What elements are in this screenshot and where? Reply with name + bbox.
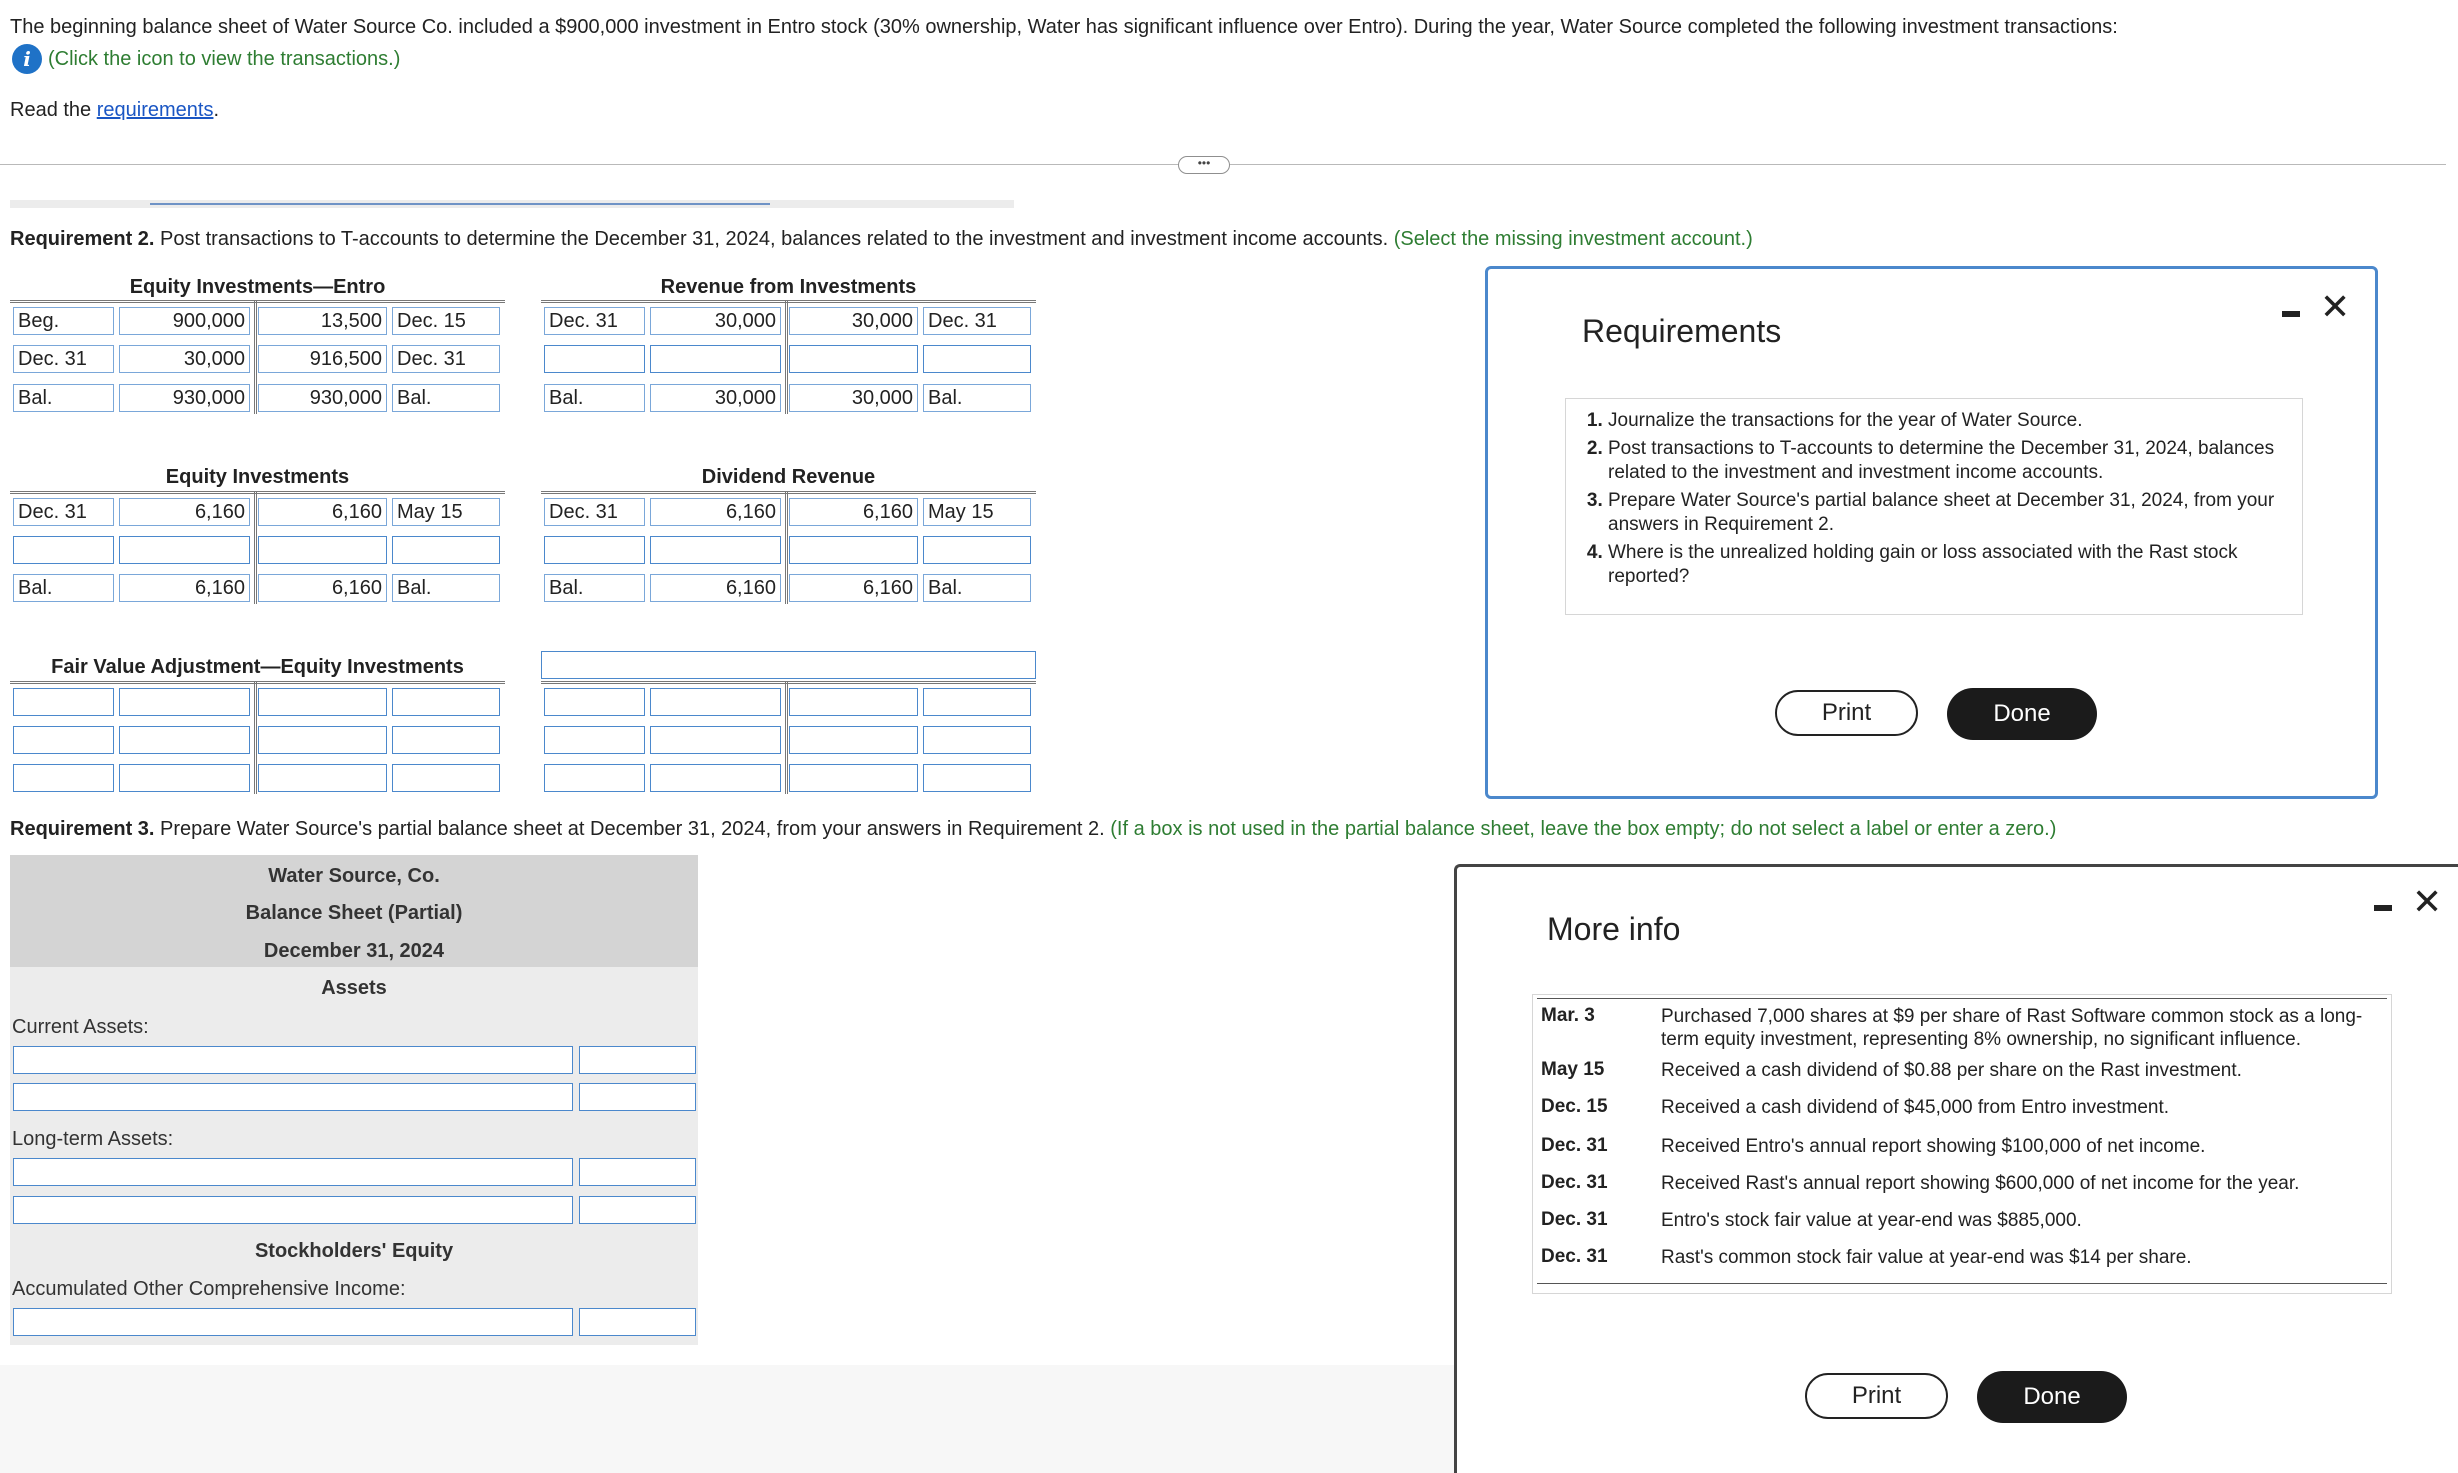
taccount-date-cell[interactable] (544, 345, 645, 373)
minimize-icon[interactable] (2374, 905, 2392, 911)
taccount-date-cell[interactable]: May 15 (923, 498, 1031, 526)
taccount-amount-cell[interactable]: 30,000 (789, 307, 918, 335)
bs-title: Balance Sheet (Partial) (245, 902, 463, 924)
taccount-amount-cell[interactable] (119, 688, 250, 716)
bs-equity-header: Stockholders' Equity (254, 1240, 454, 1262)
info-icon[interactable]: i (12, 44, 42, 74)
taccount-top-rule (541, 300, 1036, 303)
taccount-top-rule (10, 491, 505, 494)
print-button[interactable]: Print (1805, 1373, 1948, 1419)
taccount-date-cell[interactable]: Bal. (923, 574, 1031, 602)
taccount-title-equity-entro: Equity Investments—Entro (129, 276, 386, 298)
taccount-date-cell[interactable]: Dec. 31 (392, 345, 500, 373)
taccount-amount-cell[interactable]: 6,160 (650, 498, 781, 526)
taccount-center-rule (785, 681, 788, 794)
bs-current-asset-amount-1[interactable] (579, 1046, 696, 1074)
bs-aoci-account[interactable] (13, 1308, 573, 1336)
read-suffix: . (213, 99, 220, 121)
taccount-date-cell[interactable]: Bal. (392, 574, 500, 602)
taccount-date-cell[interactable]: Bal. (544, 384, 645, 412)
taccount-amount-cell[interactable] (258, 536, 387, 564)
transactions-table (1532, 994, 2392, 1294)
taccount-date-cell[interactable] (544, 726, 645, 754)
taccount-amount-cell[interactable] (258, 688, 387, 716)
taccount-center-rule (254, 491, 257, 604)
taccount-date-cell[interactable]: Bal. (13, 384, 114, 412)
requirements-list (1565, 398, 2303, 615)
taccount-date-cell[interactable] (544, 764, 645, 792)
read-prefix: Read the (10, 99, 97, 121)
transaction-description: Received Rast's annual report showing $600,000 of net income for the year. (1661, 1173, 2300, 1194)
transaction-description: Received a cash dividend of $0.88 per share on the Rast investment. (1661, 1060, 2242, 1081)
taccount-amount-cell[interactable]: 30,000 (789, 384, 918, 412)
transactions-link-row[interactable] (12, 44, 400, 74)
requirements-popup-title: Requirements (1582, 313, 1782, 349)
taccount-amount-cell[interactable]: 930,000 (258, 384, 387, 412)
scrollbar-thumb[interactable] (150, 203, 770, 205)
table-top-rule (1537, 998, 2387, 999)
taccount-amount-cell[interactable] (650, 345, 781, 373)
taccount-date-cell[interactable] (923, 688, 1031, 716)
taccount-date-cell[interactable]: Bal. (923, 384, 1031, 412)
bs-assets-header: Assets (321, 977, 387, 999)
taccount-amount-cell[interactable] (789, 536, 918, 564)
click-icon-text[interactable]: (Click the icon to view the transactions.) (48, 47, 401, 70)
taccount-amount-cell[interactable] (119, 764, 250, 792)
taccount-amount-cell[interactable]: 30,000 (650, 307, 781, 335)
req3-text: Prepare Water Source's partial balance sheet at December 31, 2024, from your answers in Requirement 2. (154, 818, 1111, 840)
more-info-popup-title: More info (1547, 911, 1681, 947)
taccount-amount-cell[interactable]: 916,500 (258, 345, 387, 373)
taccount-amount-cell[interactable]: 6,160 (789, 498, 918, 526)
taccount-date-cell[interactable]: Dec. 31 (923, 307, 1031, 335)
page-footer (0, 1365, 1455, 1473)
bs-long-term-amount-2[interactable] (579, 1196, 696, 1224)
taccount-center-rule (254, 300, 257, 414)
taccount-date-cell[interactable] (923, 726, 1031, 754)
taccount-title-equity-investments: Equity Investments (165, 466, 350, 488)
taccount-center-rule (254, 681, 257, 794)
bs-current-asset-account-2[interactable] (13, 1083, 573, 1111)
bs-aoci-amount[interactable] (579, 1308, 696, 1336)
requirements-popup (1485, 266, 2378, 799)
req3-label: Requirement 3. (10, 818, 155, 840)
taccount-amount-cell[interactable]: 6,160 (258, 498, 387, 526)
req2-label: Requirement 2. (10, 228, 155, 250)
transaction-date: May 15 (1541, 1059, 1605, 1080)
taccount-top-rule (10, 681, 505, 684)
taccount-amount-cell[interactable]: 6,160 (789, 574, 918, 602)
bs-long-term-amount-1[interactable] (579, 1158, 696, 1186)
bs-aoci-label: Accumulated Other Comprehensive Income: (12, 1278, 406, 1300)
close-icon[interactable]: ✕ (2320, 286, 2351, 327)
taccount-date-cell[interactable] (392, 764, 500, 792)
transaction-description: Received Entro's annual report showing $100,000 of net income. (1661, 1136, 2206, 1157)
taccount-date-cell[interactable] (544, 536, 645, 564)
transaction-date: Mar. 3 (1541, 1005, 1595, 1026)
taccount-date-cell[interactable] (13, 726, 114, 754)
taccount-top-rule (541, 491, 1036, 494)
taccount-date-cell[interactable] (544, 688, 645, 716)
requirement-item: 1. Journalize the transactions for the year of Water Source. (1608, 409, 2286, 433)
taccount-top-rule (541, 681, 1036, 684)
taccount-date-cell[interactable] (923, 536, 1031, 564)
taccount-center-rule (785, 491, 788, 604)
taccount-date-cell[interactable] (13, 688, 114, 716)
transaction-description: Entro's stock fair value at year-end was $885,000. (1661, 1210, 2082, 1231)
taccount-amount-cell[interactable] (258, 764, 387, 792)
requirement-2-instruction (10, 228, 1753, 251)
bs-current-assets-label: Current Assets: (12, 1016, 149, 1038)
taccount-date-cell[interactable] (923, 764, 1031, 792)
taccount-amount-cell[interactable]: 13,500 (258, 307, 387, 335)
transaction-date: Dec. 31 (1541, 1172, 1608, 1193)
taccount-date-cell[interactable]: Bal. (544, 574, 645, 602)
more-info-popup (1454, 864, 2458, 1473)
taccount-date-cell[interactable] (923, 345, 1031, 373)
taccount-amount-cell[interactable] (650, 688, 781, 716)
taccount-amount-cell[interactable]: 30,000 (119, 345, 250, 373)
taccount-title-revenue-investments: Revenue from Investments (660, 276, 917, 298)
taccount-amount-cell[interactable] (650, 726, 781, 754)
taccount-date-cell[interactable]: Dec. 31 (13, 498, 114, 526)
transaction-date: Dec. 15 (1541, 1096, 1608, 1117)
done-button[interactable]: Done (1977, 1371, 2127, 1423)
print-button[interactable]: Print (1775, 690, 1918, 736)
req3-hint: (If a box is not used in the partial balance sheet, leave the box empty; do not select a label or enter a zero.) (1110, 818, 2057, 840)
requirement-item: 3. Prepare Water Source's partial balance sheet at December 31, 2024, from your answers in Requirement 2. (1608, 489, 2286, 537)
taccount-amount-cell[interactable] (119, 536, 250, 564)
requirement-3-instruction (10, 818, 2056, 841)
taccount-amount-cell[interactable] (789, 345, 918, 373)
minimize-icon[interactable] (2282, 311, 2300, 317)
close-icon[interactable]: ✕ (2412, 881, 2443, 922)
taccount-amount-cell[interactable] (650, 764, 781, 792)
taccount-amount-cell[interactable]: 6,160 (119, 574, 250, 602)
taccount-amount-cell[interactable]: 30,000 (650, 384, 781, 412)
missing-account-select[interactable] (541, 651, 1036, 679)
taccount-date-cell[interactable]: Beg. (13, 307, 114, 335)
problem-intro: The beginning balance sheet of Water Source Co. included a $900,000 investment in Entro stock (30% ownership, Water has significant influence over Entro). During the year, Water Source completed the following investment transactions: (10, 16, 2118, 38)
taccount-date-cell[interactable]: Dec. 15 (392, 307, 500, 335)
requirements-link[interactable]: requirements (96, 99, 214, 121)
requirement-item: 4. Where is the unrealized holding gain or loss associated with the Rast stock reported? (1608, 541, 2286, 589)
transaction-date: Dec. 31 (1541, 1135, 1608, 1156)
taccount-date-cell[interactable]: Dec. 31 (544, 498, 645, 526)
taccount-date-cell[interactable]: Bal. (392, 384, 500, 412)
bs-long-term-account-2[interactable] (13, 1196, 573, 1224)
taccount-amount-cell[interactable]: 930,000 (119, 384, 250, 412)
taccount-amount-cell[interactable]: 6,160 (258, 574, 387, 602)
taccount-date-cell[interactable]: Dec. 31 (13, 345, 114, 373)
req2-text: Post transactions to T-accounts to determine the December 31, 2024, balances related to the investment and investment income accounts. (154, 228, 1394, 250)
transaction-description: Purchased 7,000 shares at $9 per share of Rast Software common stock as a long-term equity investment, representing 8% ownership, no significant influence. (1661, 1006, 2363, 1050)
bs-current-asset-account-1[interactable] (13, 1046, 573, 1074)
taccount-amount-cell[interactable] (258, 726, 387, 754)
taccount-date-cell[interactable]: Bal. (13, 574, 114, 602)
req2-hint: (Select the missing investment account.) (1393, 228, 1753, 250)
taccount-date-cell[interactable] (392, 536, 500, 564)
taccount-amount-cell[interactable]: 6,160 (650, 574, 781, 602)
taccount-amount-cell[interactable]: 900,000 (119, 307, 250, 335)
taccount-date-cell[interactable] (13, 764, 114, 792)
transaction-date: Dec. 31 (1541, 1209, 1608, 1230)
taccount-center-rule (785, 300, 788, 414)
requirement-item: 2. Post transactions to T-accounts to determine the December 31, 2024, balances related to the investment and investment income accounts. (1608, 437, 2286, 485)
bs-current-asset-amount-2[interactable] (579, 1083, 696, 1111)
taccount-title-dividend-revenue: Dividend Revenue (701, 466, 876, 488)
transaction-date: Dec. 31 (1541, 1246, 1608, 1267)
taccount-title-fair-value-adj: Fair Value Adjustment—Equity Investments (51, 656, 464, 678)
taccount-date-cell[interactable]: Dec. 31 (544, 307, 645, 335)
taccount-date-cell[interactable] (392, 688, 500, 716)
taccount-date-cell[interactable] (392, 726, 500, 754)
done-button[interactable]: Done (1947, 688, 2097, 740)
taccount-date-cell[interactable]: May 15 (392, 498, 500, 526)
bs-date: December 31, 2024 (263, 940, 445, 962)
bs-long-term-assets-label: Long-term Assets: (12, 1128, 174, 1150)
taccount-amount-cell[interactable] (789, 764, 918, 792)
bs-long-term-account-1[interactable] (13, 1158, 573, 1186)
expand-more-button[interactable]: ••• (1178, 156, 1230, 174)
taccount-amount-cell[interactable] (119, 726, 250, 754)
transaction-description: Rast's common stock fair value at year-end was $14 per share. (1661, 1247, 2192, 1268)
bs-company: Water Source, Co. (268, 865, 440, 887)
taccount-amount-cell[interactable] (789, 726, 918, 754)
transaction-description: Received a cash dividend of $45,000 from Entro investment. (1661, 1097, 2170, 1118)
taccount-amount-cell[interactable]: 6,160 (119, 498, 250, 526)
taccount-top-rule (10, 300, 505, 303)
read-requirements (10, 99, 219, 122)
table-bottom-rule (1537, 1283, 2387, 1284)
taccount-amount-cell[interactable] (650, 536, 781, 564)
taccount-date-cell[interactable] (13, 536, 114, 564)
taccount-amount-cell[interactable] (789, 688, 918, 716)
